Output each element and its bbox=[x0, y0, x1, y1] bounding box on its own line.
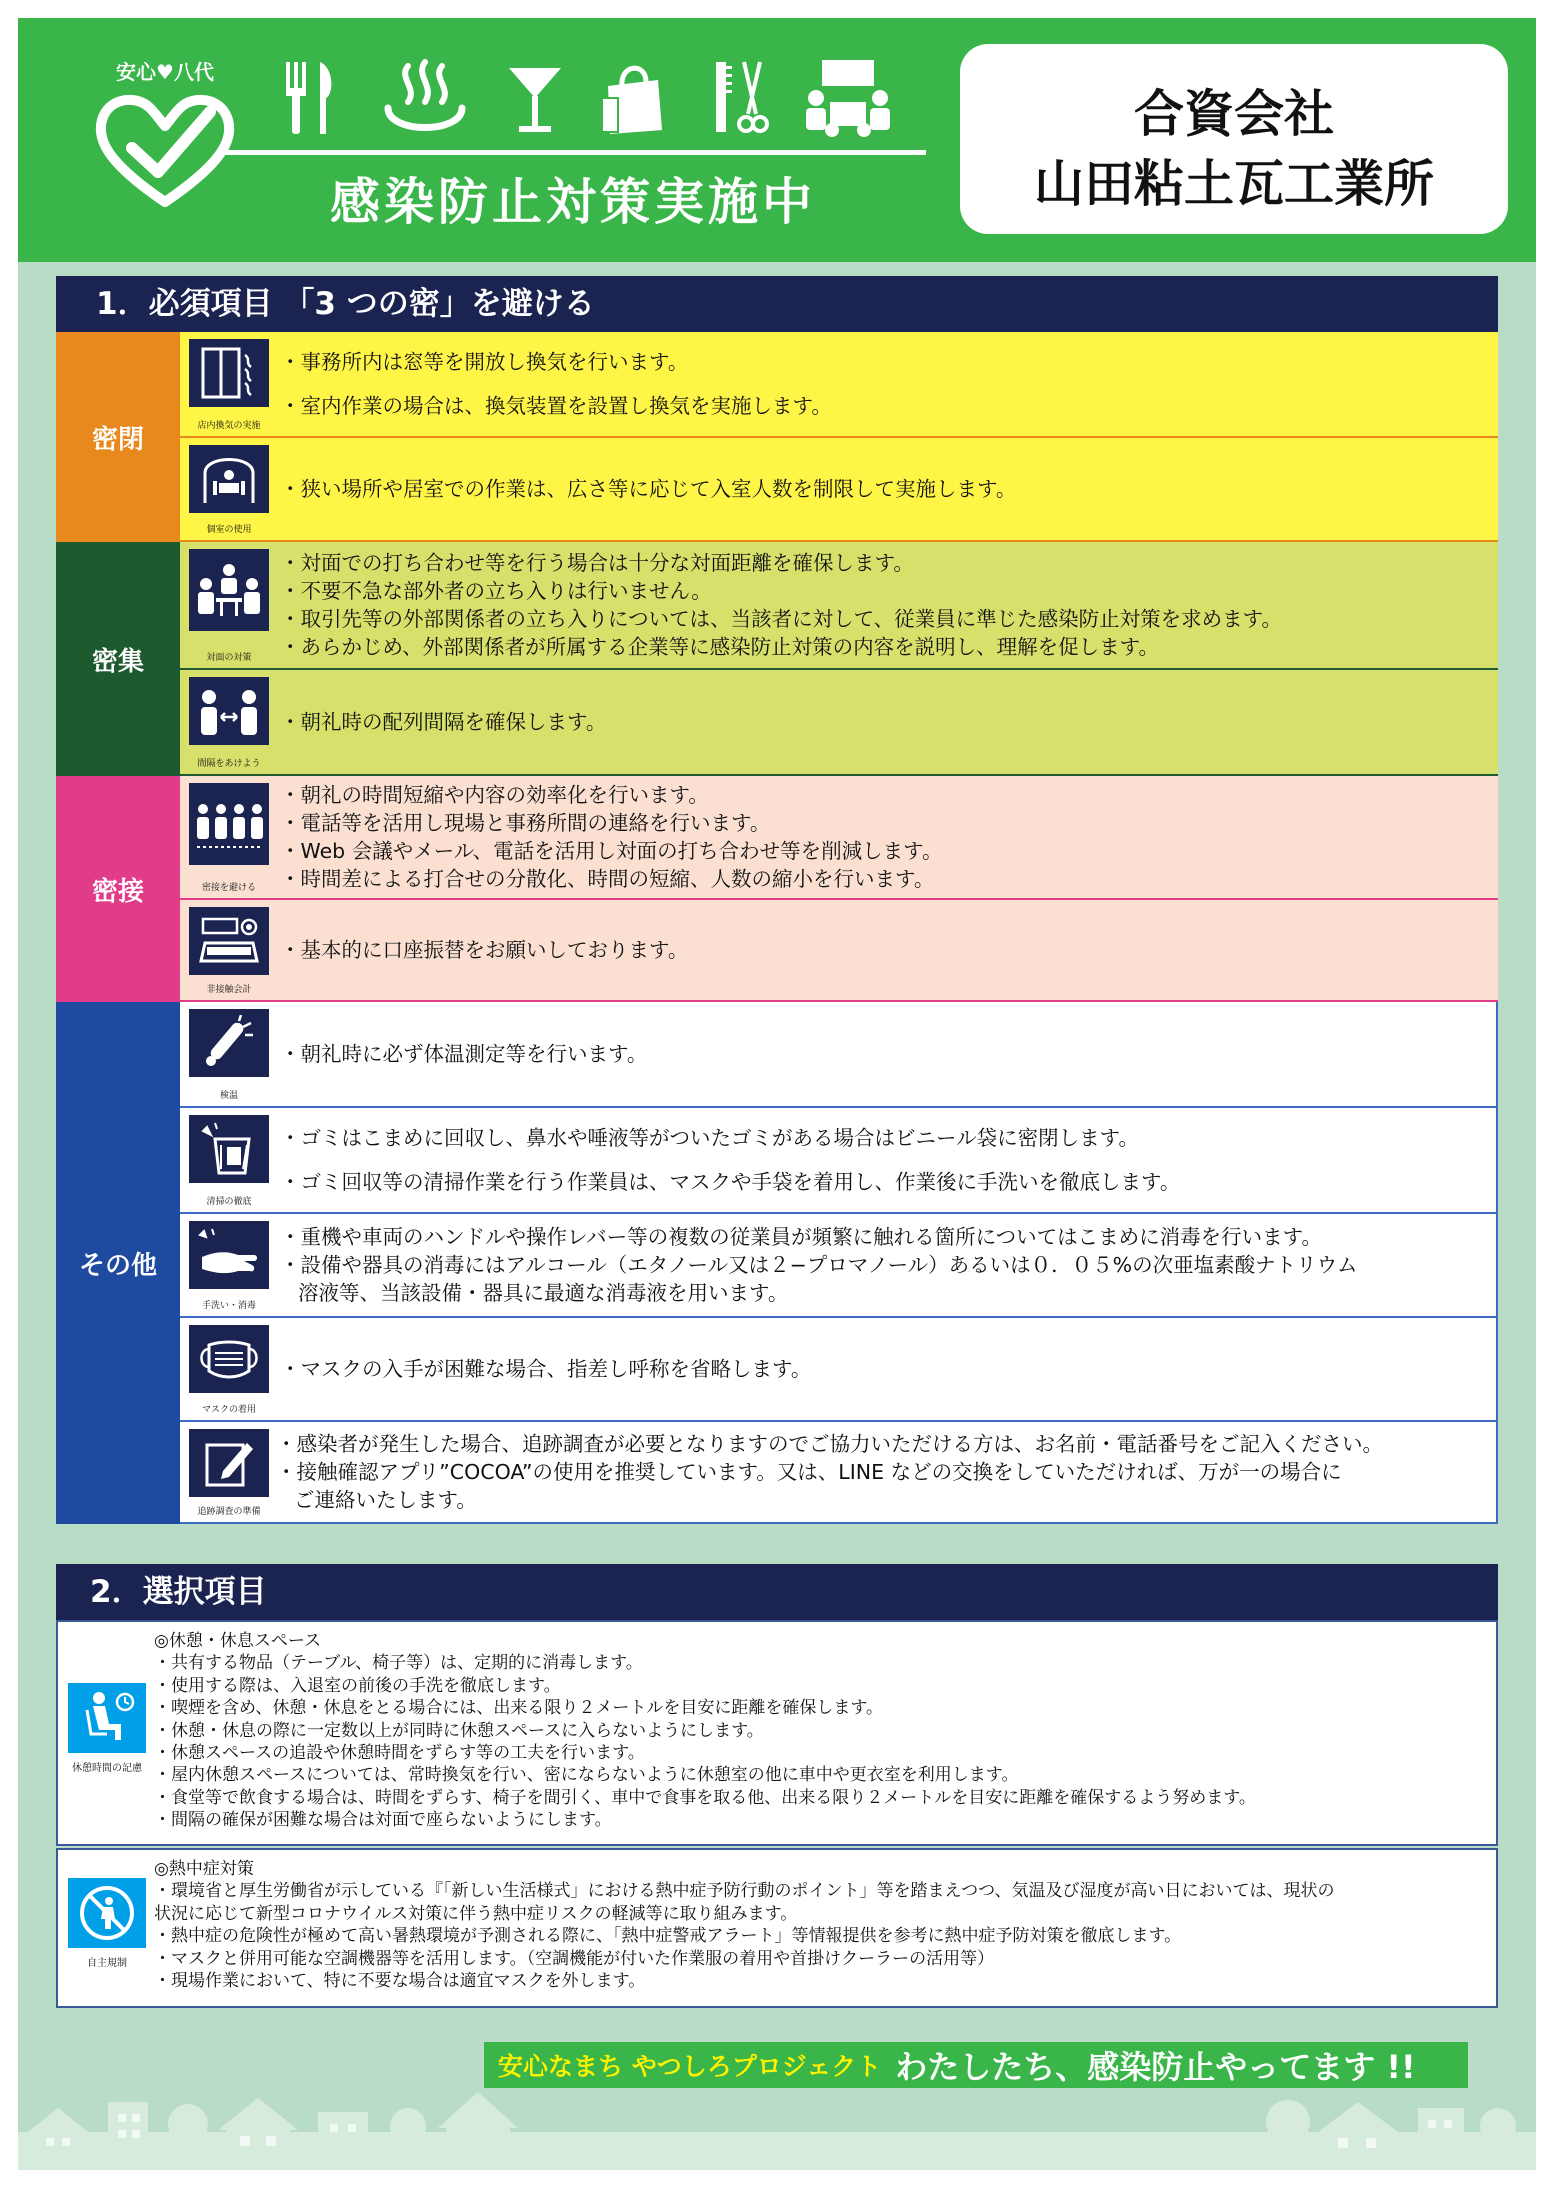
selection-line: ・食堂等で飲食する場合は、時間をずらす、椅子を間引く、車中で食事を取る他、出来る限り２メートルを目安に距離を確保するよう努めます。 bbox=[154, 1787, 1256, 1808]
selection-line: ・喫煙を含め、休憩・休息をとる場合には、出来る限り２メートルを目安に距離を確保します。 bbox=[154, 1698, 883, 1719]
selection-line: ・屋内休憩スペースについては、常時換気を行い、密にならないように休憩室の他に車中や更衣室を利用します。 bbox=[154, 1765, 1019, 1786]
measure-text bbox=[280, 670, 1492, 774]
measure-line: ・不要不急な部外者の立ち入りは行いません。 bbox=[280, 579, 712, 603]
measure-line: ・マスクの入手が困難な場合、指差し呼称を省略します。 bbox=[280, 1357, 812, 1381]
measure-icon-box bbox=[185, 1113, 273, 1207]
hot-spring-icon bbox=[380, 58, 470, 138]
selection-line: ・使用する際は、入退室の前後の手洗を徹底します。 bbox=[154, 1675, 561, 1696]
measure-icon-box bbox=[185, 443, 273, 535]
category-missetsu bbox=[56, 776, 1498, 1002]
selection-icon bbox=[64, 1878, 150, 1969]
category-label: 密接 bbox=[56, 776, 180, 1002]
measure-icon-box bbox=[185, 547, 273, 663]
mask-icon bbox=[197, 1331, 261, 1387]
measure-line: ・基本的に口座振替をお願いしております。 bbox=[280, 938, 689, 962]
measure-row bbox=[180, 670, 1498, 776]
measure-row bbox=[180, 438, 1498, 542]
category-mippei bbox=[56, 332, 1498, 542]
measure-icon-box bbox=[185, 1427, 273, 1517]
section1-title: 1．必須項目 「3 つの密」を避ける bbox=[56, 276, 1498, 332]
section2-title: 2．選択項目 bbox=[56, 1564, 1498, 1620]
measure-icon-box bbox=[185, 905, 273, 995]
measure-line: ・重機や車両のハンドルや操作レバー等の複数の従業員が頻繁に触れる箇所についてはこまめに消毒を行います。 bbox=[280, 1225, 1323, 1249]
measure-row bbox=[180, 1214, 1498, 1318]
measure-text bbox=[280, 1214, 1492, 1316]
measure-text bbox=[276, 1422, 1492, 1522]
measure-icon-box bbox=[185, 781, 273, 893]
measure-line: ご連絡いたします。 bbox=[294, 1488, 477, 1512]
footer-message: わたしたち、感染防止やってます !! bbox=[895, 2048, 1416, 2086]
selection-line: ・熱中症の危険性が極めて高い暑熱環境が予測される際に、「熱中症警戒アラート」等情報提供を参考に熱中症予防対策を徹底します。 bbox=[154, 1926, 1182, 1947]
measure-line: ・対面での打ち合わせ等を行う場合は十分な対面距離を確保します。 bbox=[280, 551, 914, 575]
category-misshu bbox=[56, 542, 1498, 776]
measure-icon-box bbox=[185, 1219, 273, 1311]
measure-line: ・取引先等の外部関係者の立ち入りについては、当該者に対して、従業員に準じた感染防止対策を求めます。 bbox=[280, 607, 1283, 631]
logo-text: 安心♥八代 bbox=[116, 60, 214, 84]
measure-row bbox=[180, 1422, 1498, 1524]
measure-line: ・ゴミはこまめに回収し、鼻水や唾液等がついたゴミがある場合はビニール袋に密閉します。 bbox=[280, 1126, 1139, 1150]
measure-icon-box bbox=[185, 337, 273, 431]
face-to-face-icon bbox=[196, 560, 262, 620]
category-label: その他 bbox=[56, 1002, 180, 1524]
measure-text bbox=[280, 900, 1492, 1000]
measure-line: ・朝礼時の配列間隔を確保します。 bbox=[280, 710, 607, 734]
measure-icon-box bbox=[185, 1323, 273, 1415]
comb-scissors-icon bbox=[710, 58, 770, 138]
avoid-contact-icon bbox=[195, 795, 263, 853]
measure-row bbox=[180, 1318, 1498, 1422]
icon-caption: 休憩時間の記慮 bbox=[72, 1763, 142, 1774]
footer-banner bbox=[484, 2042, 1468, 2088]
distance-icon bbox=[197, 683, 261, 739]
selection-line: ・現場作業において、特に不要な場合は適宜マスクを外します。 bbox=[154, 1971, 646, 1992]
category-label: 密閉 bbox=[56, 332, 180, 542]
window-ventilation-icon bbox=[199, 345, 259, 401]
tracing-icon bbox=[201, 1435, 257, 1491]
measure-line: ・あらかじめ、外部関係者が所属する企業等に感染防止対策の内容を説明し、理解を促します。 bbox=[280, 635, 1160, 659]
measure-row bbox=[180, 542, 1498, 670]
selection-text bbox=[154, 1858, 1490, 1992]
selection-line: ・休憩・休息の際に一定数以上が同時に休憩スペースに入らないようにします。 bbox=[154, 1720, 764, 1741]
slogan: 感染防止対策実施中 bbox=[330, 173, 816, 231]
icon-caption: 検温 bbox=[219, 1091, 238, 1101]
rest-space-icon bbox=[77, 1690, 137, 1746]
measure-line: ・朝礼の時間短縮や内容の効率化を行います。 bbox=[280, 783, 709, 807]
measure-text bbox=[280, 1318, 1492, 1420]
icon-caption: マスクの着用 bbox=[201, 1405, 256, 1415]
cocktail-icon bbox=[505, 58, 565, 138]
icon-caption: 手洗い・消毒 bbox=[201, 1301, 256, 1311]
selection-line: ・休憩スペースの追設や休憩時間をずらす等の工夫を行います。 bbox=[154, 1743, 645, 1764]
measure-line: ・室内作業の場合は、換気装置を設置し換気を実施します。 bbox=[280, 394, 832, 418]
thermometer-icon bbox=[201, 1015, 257, 1071]
selection-line: 状況に応じて新型コロナウイルス対策に伴う熱中症リスクの軽減等に取り組みます。 bbox=[154, 1903, 798, 1924]
measure-text bbox=[280, 776, 1492, 898]
selection-text bbox=[154, 1630, 1490, 1832]
measure-row bbox=[180, 1002, 1498, 1108]
selection-line: ◎熱中症対策 bbox=[154, 1859, 254, 1879]
icon-caption: 清掃の徹底 bbox=[206, 1197, 252, 1207]
heart-check-logo-icon bbox=[92, 90, 238, 210]
measure-row bbox=[180, 332, 1498, 438]
measure-line: ・事務所内は窓等を開放し換気を行います。 bbox=[280, 350, 689, 374]
measure-row bbox=[180, 1108, 1498, 1214]
measure-line: ・時間差による打合せの分散化、時間の短縮、人数の縮小を行います。 bbox=[280, 867, 935, 891]
company-name: 山田粘土瓦工業所 bbox=[1034, 155, 1434, 213]
category-others bbox=[56, 1002, 1498, 1524]
measure-row bbox=[180, 900, 1498, 1002]
selection-line: ・マスクと併用可能な空調機器等を活用します。（空調機能が付いた作業服の着用や首掛けクーラーの活用等） bbox=[154, 1948, 995, 1969]
measure-text bbox=[280, 542, 1492, 668]
meeting-icon bbox=[802, 58, 894, 142]
measure-line: 溶液等、当該設備・器具に最適な消毒液を用います。 bbox=[298, 1281, 789, 1305]
facility-icons bbox=[280, 58, 900, 158]
selection-line: ◎休憩・休息スペース bbox=[154, 1631, 321, 1651]
cashless-icon bbox=[197, 913, 261, 969]
selection-icon bbox=[64, 1683, 150, 1774]
measure-line: ・狭い場所や居室での作業は、広さ等に応じて入室人数を制限して実施します。 bbox=[280, 477, 1017, 501]
shopping-bag-icon bbox=[600, 58, 670, 138]
measure-text bbox=[280, 438, 1492, 540]
header-banner bbox=[18, 18, 1536, 262]
category-label: 密集 bbox=[56, 542, 180, 776]
fork-knife-icon bbox=[280, 58, 340, 138]
measure-row bbox=[180, 776, 1498, 900]
company-name-box bbox=[960, 44, 1508, 234]
measure-line: ・ゴミ回収等の清掃作業を行う作業員は、マスクや手袋を着用し、作業後に手洗いを徹底します。 bbox=[280, 1170, 1181, 1194]
icon-caption: 追跡調査の準備 bbox=[197, 1507, 261, 1517]
selection-block-heatstroke bbox=[56, 1848, 1498, 2008]
icon-caption: 密接を避ける bbox=[201, 883, 256, 893]
measure-line: ・感染者が発生した場合、追跡調査が必要となりますのでご協力いただける方は、お名前・電話番号をご記入ください。 bbox=[276, 1432, 1383, 1456]
self-restraint-icon bbox=[77, 1883, 137, 1943]
selection-block-rest bbox=[56, 1620, 1498, 1846]
icon-caption: 自主規制 bbox=[87, 1958, 127, 1969]
hand-wash-icon bbox=[198, 1227, 260, 1283]
icon-caption: 非接触会計 bbox=[206, 985, 252, 995]
private-room-icon bbox=[199, 451, 259, 507]
header-divider bbox=[220, 150, 926, 155]
measure-icon-box bbox=[185, 675, 273, 769]
measure-icon-box bbox=[185, 1007, 273, 1101]
measure-text bbox=[280, 1002, 1492, 1106]
icon-caption: 店内換気の実施 bbox=[197, 421, 261, 431]
measure-text bbox=[280, 1108, 1492, 1212]
cleaning-icon bbox=[199, 1121, 259, 1177]
selection-line: ・共有する物品（テーブル、椅子等）は、定期的に消毒します。 bbox=[154, 1653, 643, 1674]
icon-caption: 対面の対策 bbox=[206, 653, 252, 663]
measure-line: ・接触確認アプリ”COCOA”の使用を推奨しています。又は、LINE などの交換をしていただければ、万が一の場合に bbox=[276, 1460, 1342, 1484]
icon-caption: 間隔をあけよう bbox=[197, 759, 261, 769]
icon-caption: 個室の使用 bbox=[206, 525, 252, 535]
selection-line: ・間隔の確保が困難な場合は対面で座らないようにします。 bbox=[154, 1810, 612, 1831]
measure-line: ・電話等を活用し現場と事務所間の連絡を行います。 bbox=[280, 811, 771, 835]
measure-line: ・設備や器具の消毒にはアルコール（エタノール又は２−プロマノール）あるいは０．０５%の次亜塩素酸ナトリウム bbox=[280, 1253, 1358, 1277]
selection-line: ・環境省と厚生労働省が示している『「新しい生活様式」における熱中症予防行動のポイント」等を踏まえつつ、気温及び湿度が高い日においては、現状の bbox=[154, 1881, 1335, 1902]
measure-line: ・朝礼時に必ず体温測定等を行います。 bbox=[280, 1042, 648, 1066]
project-name: 安心なまち やつしろプロジェクト bbox=[498, 2052, 882, 2081]
measure-line: ・Web 会議やメール、電話を活用し対面の打ち合わせ等を削減します。 bbox=[280, 839, 943, 863]
measure-text bbox=[280, 332, 1492, 436]
company-type: 合資会社 bbox=[1134, 85, 1334, 143]
